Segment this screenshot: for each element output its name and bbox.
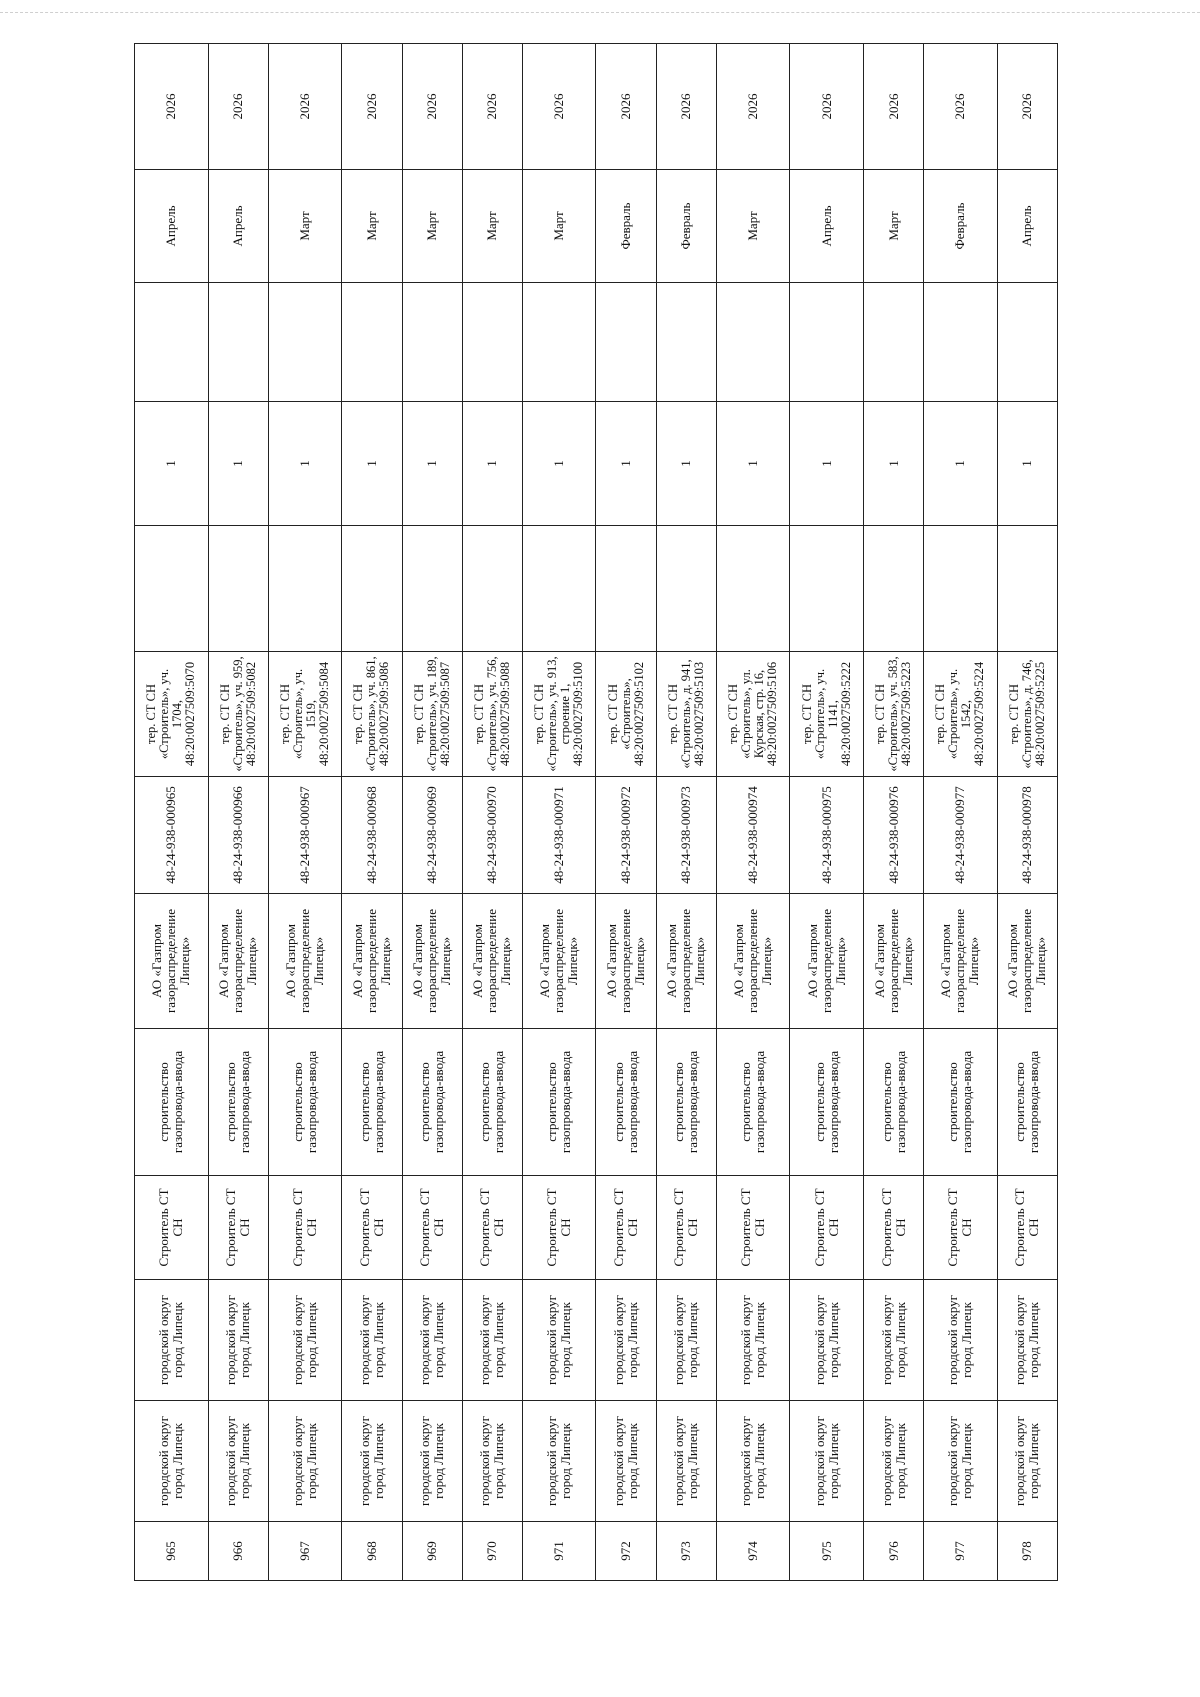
application-id-cell: 48-24-938-000971	[522, 777, 596, 894]
note-cell	[596, 283, 656, 402]
application-id-cell: 48-24-938-000974	[716, 777, 790, 894]
note-cell	[268, 283, 342, 402]
settlement-cell: городской округ город Липецк	[863, 1280, 923, 1401]
count-cell: 1	[997, 402, 1057, 526]
address-cell: тер. СТ СН «Строитель», уч. 1519, 48:20:0027509:5084	[268, 652, 342, 777]
address-cell: тер. СТ СН «Строитель», 48:20:0027509:5102	[596, 652, 656, 777]
locality-cell: Строитель СТ СН	[596, 1176, 656, 1280]
row-number: 970	[462, 1522, 522, 1581]
month-cell: Март	[268, 170, 342, 283]
count-cell: 1	[268, 402, 342, 526]
extra-cell	[716, 526, 790, 652]
application-id-cell: 48-24-938-000965	[135, 777, 209, 894]
table-row	[716, 44, 790, 1581]
extra-cell	[208, 526, 268, 652]
month-cell: Март	[863, 170, 923, 283]
row-number: 971	[522, 1522, 596, 1581]
count-cell: 1	[208, 402, 268, 526]
owner-cell: АО «Газпром газораспределение Липецк»	[522, 894, 596, 1029]
row-number: 968	[342, 1522, 402, 1581]
row-number: 977	[924, 1522, 998, 1581]
count-cell: 1	[596, 402, 656, 526]
note-cell	[208, 283, 268, 402]
row-number: 972	[596, 1522, 656, 1581]
district-cell: городской округ город Липецк	[596, 1401, 656, 1522]
address-cell: тер. СТ СН «Строитель», ул. Курская, стр. 16, 48:20:0027509:5106	[716, 652, 790, 777]
year-cell: 2026	[522, 44, 596, 170]
owner-cell: АО «Газпром газораспределение Липецк»	[790, 894, 864, 1029]
note-cell	[135, 283, 209, 402]
locality-cell: Строитель СТ СН	[997, 1176, 1057, 1280]
work-type-cell: строительство газопровода-ввода	[924, 1029, 998, 1176]
count-cell: 1	[402, 402, 462, 526]
district-cell: городской округ город Липецк	[863, 1401, 923, 1522]
year-cell: 2026	[268, 44, 342, 170]
work-type-cell: строительство газопровода-ввода	[522, 1029, 596, 1176]
gasification-schedule-table	[134, 43, 1058, 1581]
district-cell: городской округ город Липецк	[268, 1401, 342, 1522]
work-type-cell: строительство газопровода-ввода	[268, 1029, 342, 1176]
address-cell: тер. СТ СН «Строитель», уч. 189, 48:20:0027509:5087	[402, 652, 462, 777]
settlement-cell: городской округ город Липецк	[522, 1280, 596, 1401]
owner-cell: АО «Газпром газораспределение Липецк»	[924, 894, 998, 1029]
owner-cell: АО «Газпром газораспределение Липецк»	[863, 894, 923, 1029]
month-cell: Март	[462, 170, 522, 283]
application-id-cell: 48-24-938-000975	[790, 777, 864, 894]
row-number: 967	[268, 1522, 342, 1581]
table-row	[924, 44, 998, 1581]
month-cell: Февраль	[656, 170, 716, 283]
month-cell: Март	[402, 170, 462, 283]
address-cell: тер. СТ СН «Строитель», д. 746, 48:20:0027509:5225	[997, 652, 1057, 777]
owner-cell: АО «Газпром газораспределение Липецк»	[208, 894, 268, 1029]
year-cell: 2026	[342, 44, 402, 170]
table-row	[462, 44, 522, 1581]
owner-cell: АО «Газпром газораспределение Липецк»	[596, 894, 656, 1029]
row-number: 969	[402, 1522, 462, 1581]
table-row	[863, 44, 923, 1581]
work-type-cell: строительство газопровода-ввода	[462, 1029, 522, 1176]
work-type-cell: строительство газопровода-ввода	[997, 1029, 1057, 1176]
extra-cell	[342, 526, 402, 652]
settlement-cell: городской округ город Липецк	[342, 1280, 402, 1401]
settlement-cell: городской округ город Липецк	[790, 1280, 864, 1401]
row-number: 978	[997, 1522, 1057, 1581]
settlement-cell: городской округ город Липецк	[462, 1280, 522, 1401]
year-cell: 2026	[716, 44, 790, 170]
row-number: 976	[863, 1522, 923, 1581]
application-id-cell: 48-24-938-000968	[342, 777, 402, 894]
note-cell	[997, 283, 1057, 402]
application-id-cell: 48-24-938-000969	[402, 777, 462, 894]
count-cell: 1	[342, 402, 402, 526]
count-cell: 1	[135, 402, 209, 526]
owner-cell: АО «Газпром газораспределение Липецк»	[402, 894, 462, 1029]
locality-cell: Строитель СТ СН	[656, 1176, 716, 1280]
locality-cell: Строитель СТ СН	[462, 1176, 522, 1280]
month-cell: Февраль	[596, 170, 656, 283]
application-id-cell: 48-24-938-000977	[924, 777, 998, 894]
year-cell: 2026	[924, 44, 998, 170]
address-cell: тер. СТ СН «Строитель», д. 941, 48:20:0027509:5103	[656, 652, 716, 777]
owner-cell: АО «Газпром газораспределение Липецк»	[342, 894, 402, 1029]
extra-cell	[596, 526, 656, 652]
locality-cell: Строитель СТ СН	[135, 1176, 209, 1280]
rotated-page	[134, 93, 1058, 1581]
owner-cell: АО «Газпром газораспределение Липецк»	[462, 894, 522, 1029]
application-id-cell: 48-24-938-000973	[656, 777, 716, 894]
application-id-cell: 48-24-938-000976	[863, 777, 923, 894]
work-type-cell: строительство газопровода-ввода	[656, 1029, 716, 1176]
locality-cell: Строитель СТ СН	[522, 1176, 596, 1280]
district-cell: городской округ город Липецк	[924, 1401, 998, 1522]
owner-cell: АО «Газпром газораспределение Липецк»	[716, 894, 790, 1029]
settlement-cell: городской округ город Липецк	[924, 1280, 998, 1401]
scan-edge-line	[0, 12, 1200, 13]
district-cell: городской округ город Липецк	[656, 1401, 716, 1522]
note-cell	[462, 283, 522, 402]
locality-cell: Строитель СТ СН	[342, 1176, 402, 1280]
year-cell: 2026	[135, 44, 209, 170]
year-cell: 2026	[208, 44, 268, 170]
address-cell: тер. СТ СН «Строитель», уч. 1704, 48:20:0027509:5070	[135, 652, 209, 777]
extra-cell	[863, 526, 923, 652]
extra-cell	[522, 526, 596, 652]
month-cell: Март	[522, 170, 596, 283]
extra-cell	[402, 526, 462, 652]
extra-cell	[268, 526, 342, 652]
extra-cell	[790, 526, 864, 652]
locality-cell: Строитель СТ СН	[924, 1176, 998, 1280]
year-cell: 2026	[596, 44, 656, 170]
table-row	[656, 44, 716, 1581]
extra-cell	[997, 526, 1057, 652]
settlement-cell: городской округ город Липецк	[596, 1280, 656, 1401]
settlement-cell: городской округ город Липецк	[268, 1280, 342, 1401]
note-cell	[863, 283, 923, 402]
row-number: 975	[790, 1522, 864, 1581]
note-cell	[656, 283, 716, 402]
district-cell: городской округ город Липецк	[402, 1401, 462, 1522]
locality-cell: Строитель СТ СН	[268, 1176, 342, 1280]
application-id-cell: 48-24-938-000966	[208, 777, 268, 894]
table-row	[208, 44, 268, 1581]
district-cell: городской округ город Липецк	[522, 1401, 596, 1522]
year-cell: 2026	[656, 44, 716, 170]
note-cell	[402, 283, 462, 402]
extra-cell	[656, 526, 716, 652]
settlement-cell: городской округ город Липецк	[208, 1280, 268, 1401]
work-type-cell: строительство газопровода-ввода	[135, 1029, 209, 1176]
row-number: 965	[135, 1522, 209, 1581]
locality-cell: Строитель СТ СН	[402, 1176, 462, 1280]
address-cell: тер. СТ СН «Строитель», уч. 861, 48:20:0027509:5086	[342, 652, 402, 777]
year-cell: 2026	[863, 44, 923, 170]
count-cell: 1	[656, 402, 716, 526]
application-id-cell: 48-24-938-000967	[268, 777, 342, 894]
owner-cell: АО «Газпром газораспределение Липецк»	[268, 894, 342, 1029]
settlement-cell: городской округ город Липецк	[656, 1280, 716, 1401]
table-row	[522, 44, 596, 1581]
district-cell: городской округ город Липецк	[716, 1401, 790, 1522]
locality-cell: Строитель СТ СН	[863, 1176, 923, 1280]
note-cell	[342, 283, 402, 402]
table-row	[402, 44, 462, 1581]
district-cell: городской округ город Липецк	[997, 1401, 1057, 1522]
settlement-cell: городской округ город Липецк	[997, 1280, 1057, 1401]
table-row	[790, 44, 864, 1581]
work-type-cell: строительство газопровода-ввода	[342, 1029, 402, 1176]
address-cell: тер. СТ СН «Строитель», уч. 1542, 48:20:0027509:5224	[924, 652, 998, 777]
application-id-cell: 48-24-938-000972	[596, 777, 656, 894]
note-cell	[522, 283, 596, 402]
table-row	[596, 44, 656, 1581]
count-cell: 1	[790, 402, 864, 526]
month-cell: Апрель	[135, 170, 209, 283]
district-cell: городской округ город Липецк	[462, 1401, 522, 1522]
address-cell: тер. СТ СН «Строитель», уч. 1141, 48:20:0027509:5222	[790, 652, 864, 777]
locality-cell: Строитель СТ СН	[208, 1176, 268, 1280]
address-cell: тер. СТ СН «Строитель», уч. 959, 48:20:0027509:5082	[208, 652, 268, 777]
district-cell: городской округ город Липецк	[790, 1401, 864, 1522]
note-cell	[716, 283, 790, 402]
extra-cell	[924, 526, 998, 652]
owner-cell: АО «Газпром газораспределение Липецк»	[135, 894, 209, 1029]
district-cell: городской округ город Липецк	[208, 1401, 268, 1522]
row-number: 973	[656, 1522, 716, 1581]
table-row	[342, 44, 402, 1581]
year-cell: 2026	[997, 44, 1057, 170]
extra-cell	[462, 526, 522, 652]
work-type-cell: строительство газопровода-ввода	[716, 1029, 790, 1176]
address-cell: тер. СТ СН «Строитель», уч. 913, строение 1, 48:20:0027509:5100	[522, 652, 596, 777]
district-cell: городской округ город Липецк	[342, 1401, 402, 1522]
address-cell: тер. СТ СН «Строитель», уч. 583, 48:20:0027509:5223	[863, 652, 923, 777]
year-cell: 2026	[462, 44, 522, 170]
note-cell	[790, 283, 864, 402]
owner-cell: АО «Газпром газораспределение Липецк»	[997, 894, 1057, 1029]
work-type-cell: строительство газопровода-ввода	[402, 1029, 462, 1176]
month-cell: Апрель	[790, 170, 864, 283]
table-row	[997, 44, 1057, 1581]
work-type-cell: строительство газопровода-ввода	[790, 1029, 864, 1176]
month-cell: Март	[342, 170, 402, 283]
count-cell: 1	[924, 402, 998, 526]
year-cell: 2026	[402, 44, 462, 170]
application-id-cell: 48-24-938-000978	[997, 777, 1057, 894]
address-cell: тер. СТ СН «Строитель», уч. 756, 48:20:0027509:5088	[462, 652, 522, 777]
settlement-cell: городской округ город Липецк	[402, 1280, 462, 1401]
month-cell: Март	[716, 170, 790, 283]
work-type-cell: строительство газопровода-ввода	[596, 1029, 656, 1176]
count-cell: 1	[716, 402, 790, 526]
count-cell: 1	[863, 402, 923, 526]
district-cell: городской округ город Липецк	[135, 1401, 209, 1522]
work-type-cell: строительство газопровода-ввода	[208, 1029, 268, 1176]
extra-cell	[135, 526, 209, 652]
table-row	[135, 44, 209, 1581]
settlement-cell: городской округ город Липецк	[135, 1280, 209, 1401]
owner-cell: АО «Газпром газораспределение Липецк»	[656, 894, 716, 1029]
month-cell: Февраль	[924, 170, 998, 283]
locality-cell: Строитель СТ СН	[790, 1176, 864, 1280]
table-row	[268, 44, 342, 1581]
note-cell	[924, 283, 998, 402]
month-cell: Апрель	[997, 170, 1057, 283]
settlement-cell: городской округ город Липецк	[716, 1280, 790, 1401]
count-cell: 1	[462, 402, 522, 526]
month-cell: Апрель	[208, 170, 268, 283]
locality-cell: Строитель СТ СН	[716, 1176, 790, 1280]
work-type-cell: строительство газопровода-ввода	[863, 1029, 923, 1176]
row-number: 974	[716, 1522, 790, 1581]
application-id-cell: 48-24-938-000970	[462, 777, 522, 894]
count-cell: 1	[522, 402, 596, 526]
row-number: 966	[208, 1522, 268, 1581]
year-cell: 2026	[790, 44, 864, 170]
